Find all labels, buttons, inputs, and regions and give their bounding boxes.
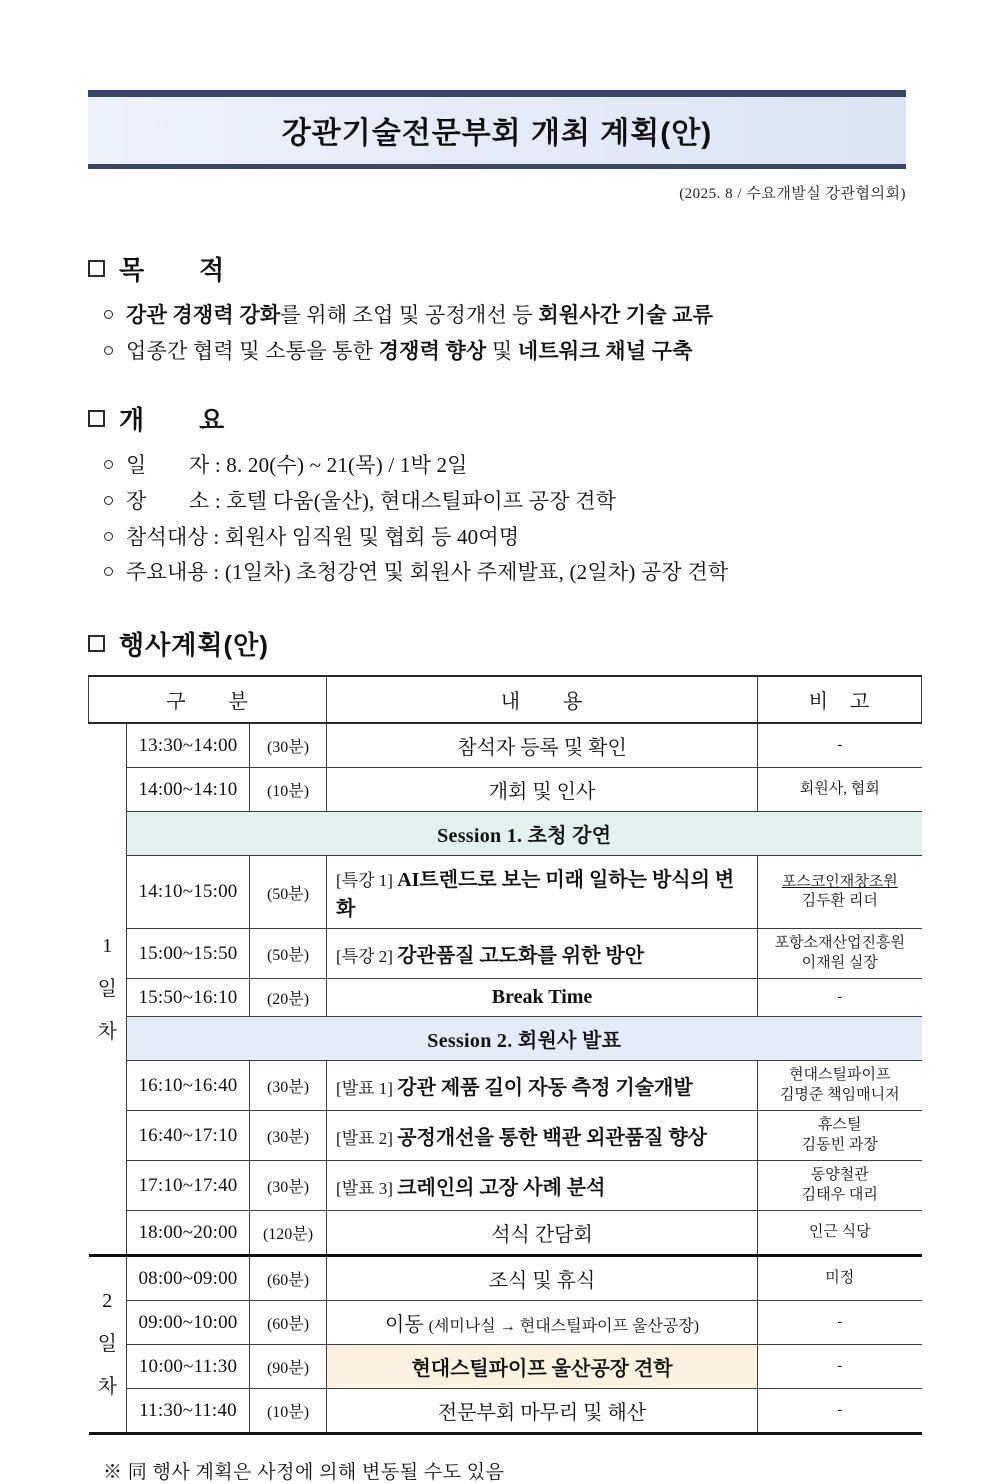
table-row (89, 812, 922, 856)
table-row (89, 1345, 922, 1389)
text-segment: Break Time (491, 986, 593, 1009)
note-cell (758, 1301, 922, 1345)
text-segment: 이재원 실장 (801, 954, 878, 971)
content-cell (327, 1256, 758, 1301)
session-header-cell: Session 1. 초청 강연 (127, 812, 922, 856)
schedule-table (88, 675, 922, 1435)
purpose-heading (88, 250, 922, 287)
note-line (760, 1269, 920, 1289)
bullet-text (126, 559, 728, 586)
note-line (760, 873, 920, 893)
content-cell (327, 929, 758, 979)
duration-cell: (10분) (250, 768, 327, 812)
duration-cell: (120분) (250, 1211, 327, 1256)
note-line (760, 1066, 920, 1086)
text-segment: 경쟁력 향상 (378, 338, 487, 363)
note-line (760, 1136, 920, 1156)
note-line (760, 1313, 920, 1333)
duration-cell: (50분) (250, 929, 327, 979)
content-cell (327, 1161, 758, 1211)
text-segment: 공정개선을 통한 백관 외관품질 향상 (397, 1127, 708, 1150)
text-segment: 김태우 대리 (801, 1186, 878, 1203)
duration-cell: (30분) (250, 723, 327, 768)
text-segment: 강관 제품 길이 자동 측정 기술개발 (397, 1077, 693, 1100)
day-label-2일차: 2 일 차 (89, 1256, 127, 1434)
duration-cell: (30분) (250, 1111, 327, 1161)
table-row (89, 1061, 922, 1111)
text-segment: - (837, 989, 843, 1005)
square-bullet-icon (88, 635, 105, 652)
bullet-text (126, 338, 693, 365)
day-label-1일차: 1 일 차 (89, 723, 127, 1256)
text-segment: [특강 1] (336, 871, 398, 891)
text-segment: 포스코인재창조원 (781, 873, 898, 890)
text-segment: 김명준 책임매니저 (779, 1086, 900, 1103)
table-row (89, 979, 922, 1017)
overview-heading-label: 개 요 (119, 404, 226, 435)
text-segment: 장 소 : 호텔 다움(울산), 현대스틸파이프 공장 견학 (126, 488, 617, 513)
column-header-content: 내 용 (327, 676, 758, 723)
note-line (760, 1086, 920, 1106)
duration-cell: (90분) (250, 1345, 327, 1389)
column-header-note: 비 고 (758, 676, 922, 723)
duration-cell: (20분) (250, 979, 327, 1017)
title-banner (88, 90, 906, 169)
purpose-list (88, 302, 922, 365)
text-segment: 동양철관 (810, 1167, 869, 1184)
overview-heading (88, 400, 922, 437)
footnote: ※ 同 행사 계획은 사정에 의해 변동될 수도 있음 (103, 1462, 505, 1484)
text-segment: 및 (486, 338, 518, 363)
bullet-text (126, 488, 616, 515)
note-line (760, 1166, 920, 1186)
circle-bullet-icon (104, 532, 113, 541)
overview-item (88, 488, 922, 515)
table-row (89, 1017, 922, 1061)
overview-item (88, 524, 922, 551)
square-bullet-icon (88, 260, 105, 277)
text-segment: 미정 (825, 1270, 855, 1286)
overview-item (88, 452, 922, 479)
note-line (760, 1357, 920, 1377)
text-segment: [발표 1] (336, 1079, 398, 1099)
table-row (89, 768, 922, 812)
text-segment: 김동빈 과장 (801, 1136, 878, 1153)
table-row (89, 1161, 922, 1211)
content-cell (327, 1211, 758, 1256)
time-cell: 14:00~14:10 (127, 768, 250, 812)
text-segment: 현대스틸파이프 (789, 1067, 891, 1084)
content-cell (327, 1061, 758, 1111)
content-cell (327, 723, 758, 768)
circle-bullet-icon (104, 346, 113, 355)
table-row (89, 1111, 922, 1161)
table-row (89, 723, 922, 768)
text-segment: (세미나실 → 현대스틸파이프 울산공장) (428, 1318, 700, 1336)
note-cell (758, 1345, 922, 1389)
note-line (760, 934, 920, 954)
table-row (89, 1211, 922, 1256)
text-segment: 석식 간담회 (491, 1224, 593, 1247)
plan-heading (88, 625, 922, 662)
note-cell (758, 1389, 922, 1434)
time-cell: 16:40~17:10 (127, 1111, 250, 1161)
text-segment: 회원사, 협회 (799, 781, 880, 797)
time-cell: 15:00~15:50 (127, 929, 250, 979)
overview-list (88, 452, 922, 587)
content-cell (327, 1345, 758, 1389)
text-segment: - (837, 1314, 843, 1330)
duration-cell: (60분) (250, 1256, 327, 1301)
text-segment: 휴스틸 (818, 1117, 862, 1134)
text-segment: 업종간 협력 및 소통을 통한 (126, 338, 379, 363)
time-cell: 15:50~16:10 (127, 979, 250, 1017)
content-cell (327, 856, 758, 929)
bullet-text (126, 452, 468, 479)
text-segment: [특강 2] (336, 947, 398, 967)
text-segment: 주요내용 : (1일차) 초청강연 및 회원사 주제발표, (2일차) 공장 견학 (126, 560, 729, 585)
bullet-text (126, 524, 519, 551)
time-cell: 10:00~11:30 (127, 1345, 250, 1389)
note-cell (758, 768, 922, 812)
note-line (760, 736, 920, 756)
duration-cell: (60분) (250, 1301, 327, 1345)
text-segment: 강관품질 고도화를 위한 방안 (397, 945, 645, 968)
duration-cell: (50분) (250, 856, 327, 929)
overview-item (88, 559, 922, 586)
time-cell: 18:00~20:00 (127, 1211, 250, 1256)
time-cell: 08:00~09:00 (127, 1256, 250, 1301)
plan-heading-label: 행사계획(안) (119, 630, 269, 661)
note-line (760, 988, 920, 1008)
text-segment: 현대스틸파이프 울산공장 견학 (411, 1358, 673, 1381)
circle-bullet-icon (104, 496, 113, 505)
note-cell (758, 1061, 922, 1111)
time-cell: 14:10~15:00 (127, 856, 250, 929)
time-cell: 13:30~14:00 (127, 723, 250, 768)
text-segment: 인근 식당 (808, 1224, 871, 1240)
square-bullet-icon (88, 410, 105, 427)
time-cell: 16:10~16:40 (127, 1061, 250, 1111)
time-cell: 09:00~10:00 (127, 1301, 250, 1345)
note-line (760, 780, 920, 800)
duration-cell: (30분) (250, 1161, 327, 1211)
content-cell (327, 979, 758, 1017)
table-row (89, 929, 922, 979)
session-header-cell: Session 2. 회원사 발표 (127, 1017, 922, 1061)
circle-bullet-icon (104, 310, 113, 319)
note-cell (758, 723, 922, 768)
note-line (760, 892, 920, 912)
text-segment: 포항소재산업진흥원 (774, 935, 905, 952)
text-segment: 개회 및 인사 (488, 781, 596, 804)
note-line (760, 1116, 920, 1136)
text-segment: 조식 및 휴식 (488, 1270, 596, 1293)
table-row (89, 1301, 922, 1345)
time-cell: 11:30~11:40 (127, 1389, 250, 1434)
note-cell (758, 1211, 922, 1256)
text-segment: - (837, 1402, 843, 1418)
text-segment: 회원사간 기술 교류 (538, 303, 714, 327)
purpose-item (88, 338, 922, 365)
text-segment: AI트렌드로 보는 미래 일하는 방식의 변화 (336, 869, 735, 921)
content-cell (327, 768, 758, 812)
text-segment: 크레인의 고장 사례 분석 (397, 1177, 606, 1200)
note-line (760, 1186, 920, 1206)
date-line: (2025. 8 / 수요개발실 강관협의회) (679, 186, 906, 202)
time-cell: 17:10~17:40 (127, 1161, 250, 1211)
document-title: 강관기술전문부회 개최 계획(안) (281, 117, 713, 150)
text-segment: 강관 경쟁력 강화 (126, 303, 281, 327)
content-cell (327, 1111, 758, 1161)
text-segment: 김두환 리더 (801, 893, 878, 910)
note-cell (758, 1161, 922, 1211)
duration-cell: (10분) (250, 1389, 327, 1434)
text-segment: 참석대상 : 회원사 임직원 및 협회 등 40여명 (126, 524, 520, 549)
table-row (89, 1256, 922, 1301)
text-segment: [발표 2] (336, 1129, 398, 1149)
content-cell (327, 1301, 758, 1345)
bullet-text (126, 302, 713, 329)
note-cell (758, 929, 922, 979)
text-segment: 일 자 : 8. 20(수) ~ 21(목) / 1박 2일 (126, 452, 468, 477)
circle-bullet-icon (104, 460, 113, 469)
table-header-row (89, 676, 922, 723)
note-line (760, 1401, 920, 1421)
content-cell (327, 1389, 758, 1434)
text-segment: 참석자 등록 및 확인 (457, 737, 627, 760)
text-segment: 전문부회 마무리 및 해산 (437, 1402, 647, 1425)
circle-bullet-icon (104, 567, 113, 576)
duration-cell: (30분) (250, 1061, 327, 1111)
text-segment: 네트워크 채널 구축 (517, 338, 693, 363)
text-segment: - (837, 737, 843, 753)
note-cell (758, 1111, 922, 1161)
note-cell (758, 1256, 922, 1301)
text-segment: 이동 (384, 1314, 429, 1337)
note-cell (758, 856, 922, 929)
note-cell (758, 979, 922, 1017)
note-line (760, 1223, 920, 1243)
note-line (760, 954, 920, 974)
purpose-heading-label: 목 적 (119, 255, 226, 285)
column-header-category: 구 분 (89, 676, 327, 723)
purpose-item (88, 302, 922, 329)
text-segment: [발표 3] (336, 1179, 398, 1199)
table-row (89, 856, 922, 929)
table-row (89, 1389, 922, 1434)
text-segment: - (837, 1358, 843, 1374)
text-segment: 를 위해 조업 및 공정개선 등 (280, 303, 539, 327)
